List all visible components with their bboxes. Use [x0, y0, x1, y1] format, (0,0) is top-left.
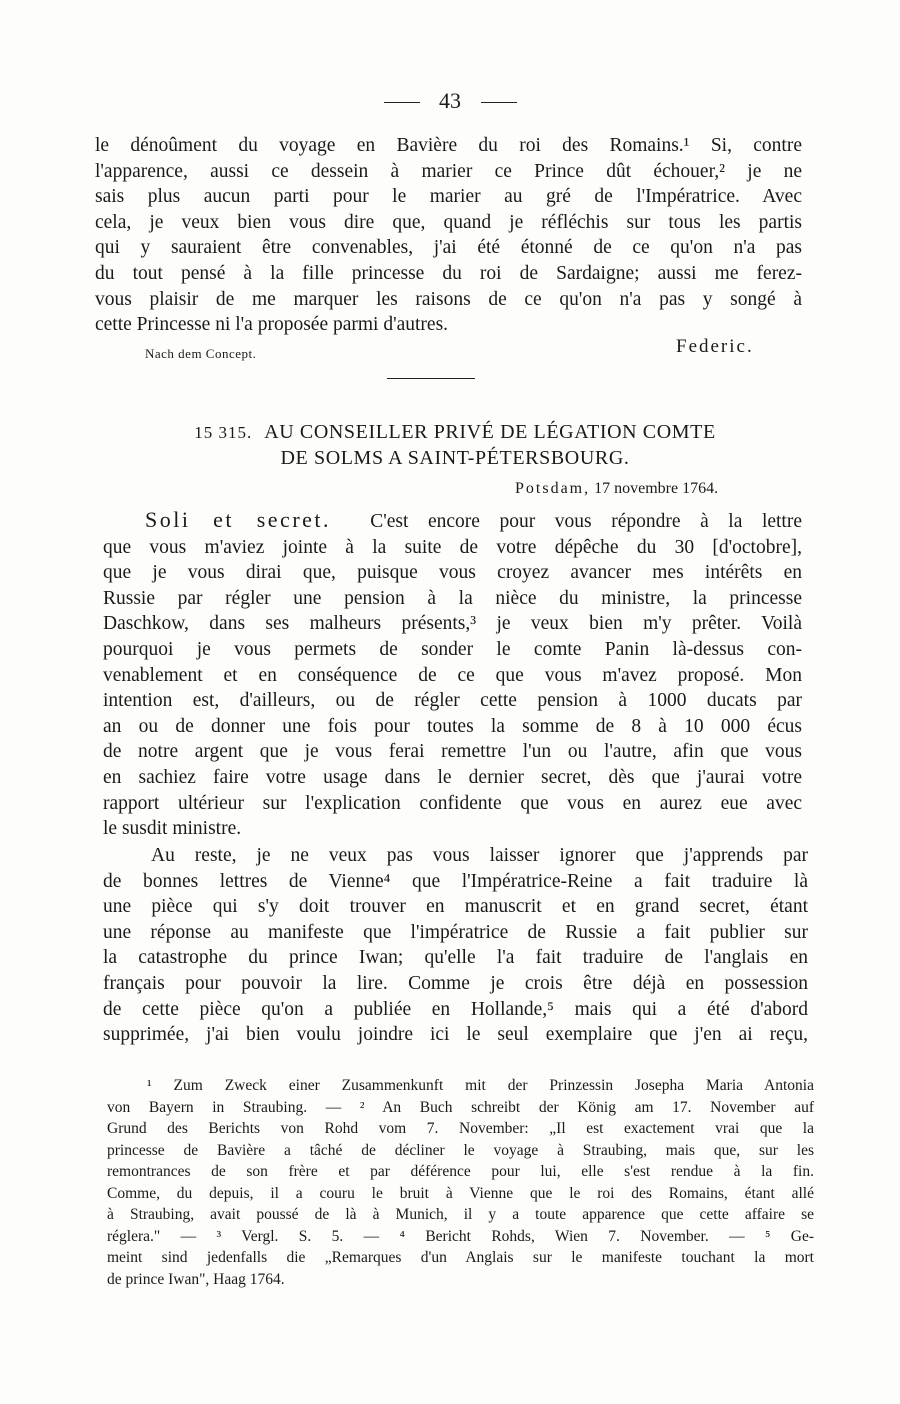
- letter2-para1: [103, 507, 802, 842]
- text-line: de cette pièce qu'on a publiée en Hollande,⁵ mais qui a été d'abord: [103, 998, 808, 1020]
- footnote-line: réglera." — ³ Vergl. S. 5. — ⁴ Bericht Rohds, Wien 7. November. — ⁵ Ge-: [107, 1227, 814, 1245]
- page-header: [0, 88, 900, 114]
- text-line: sais plus aucun parti pour le marier au gré de l'Impératrice. Avec: [95, 186, 802, 208]
- text-line: supprimée, j'ai bien voulu joindre ici le seul exemplaire que j'en ai reçu,: [103, 1024, 808, 1046]
- footnote-line: Comme, du depuis, il a couru le bruit à Vienne que le roi des Romains, étant allé: [107, 1184, 814, 1202]
- text-line: rapport ultérieur sur l'explication confidente que vous en aurez eue avec: [103, 792, 802, 814]
- page-number: 43: [439, 88, 461, 113]
- text-line: cette Princesse ni l'a proposée parmi d'autres.: [95, 314, 449, 336]
- text-line: une pièce qui s'y doit trouver en manuscrit et en grand secret, étant: [103, 896, 808, 918]
- text-line: de bonnes lettres de Vienne⁴ que l'Impératrice-Reine a fait traduire là: [103, 870, 808, 892]
- dateline: [515, 480, 718, 498]
- text-line: le susdit ministre.: [103, 818, 242, 840]
- header-dash-left: [384, 102, 420, 103]
- footnote-line: princesse de Bavière a tâché de décliner le voyage à Straubing, mais que, sur les: [107, 1141, 814, 1159]
- text-line: que vous m'aviez jointe à la suite de votre dépêche du 30 [d'octobre],: [103, 536, 802, 558]
- text-line: de notre argent que je vous ferai remettre l'un ou l'autre, afin que vous: [103, 741, 802, 763]
- text-line: an ou de donner une fois pour toutes la somme de 8 à 10 000 écus: [103, 715, 802, 737]
- text-line-rest: C'est encore pour vous répondre à la lettre: [370, 511, 802, 532]
- source-note: Nach dem Concept.: [145, 346, 257, 361]
- header-dash-right: [481, 102, 517, 103]
- text-line: une réponse au manifeste que l'impératrice de Russie a fait publier sur: [103, 921, 808, 943]
- letter2-para2: [103, 843, 808, 1048]
- footnote-line: de prince Iwan", Haag 1764.: [107, 1270, 285, 1288]
- footnote-line: von Bayern in Straubing. — ² An Buch schreibt der König am 17. November auf: [107, 1098, 814, 1116]
- text-line: qui y sauraient être convenables, j'ai été étonné de ce qu'on n'a pas: [95, 237, 802, 259]
- footnote-line: remontrances de son frère et par déférence pour lui, elle s'est rendue à la fin.: [107, 1163, 814, 1180]
- text-line: Daschkow, dans ses malheurs présents,³ je veux bien m'y prêter. Voilà: [103, 613, 802, 635]
- footnotes: [107, 1075, 814, 1290]
- text-line: cela, je veux bien vous dire que, quand je réfléchis sur tous les partis: [95, 211, 802, 233]
- heading-line-1: AU CONSEILLER PRIVÉ DE LÉGATION COMTE: [264, 421, 716, 443]
- text-line: vous plaisir de me marquer les raisons de ce qu'on n'a pas y songé à: [95, 288, 802, 310]
- text-line: intention est, d'ailleurs, ou de régler cette pension à 1000 ducats par: [103, 690, 802, 712]
- footnote-line: meint sind jedenfalls die „Remarques d'un Anglais sur le manifeste touchant la mort: [107, 1249, 814, 1266]
- footnote-line: ¹ Zum Zweck einer Zusammenkunft mit der Prinzessin Josepha Maria Antonia: [147, 1077, 814, 1094]
- text-line: [103, 507, 802, 535]
- letter-heading-cont: [130, 447, 780, 470]
- letter1-body: [95, 133, 802, 338]
- text-line: que je vous dirai que, puisque vous croyez avancer mes intérêts en: [103, 562, 802, 584]
- signature: Federic.: [676, 336, 754, 357]
- text-line: en sachiez faire votre usage dans le dernier secret, dès que j'aurai votre: [103, 766, 802, 788]
- text-line: la catastrophe du prince Iwan; qu'elle l'a fait traduire de l'anglais en: [103, 947, 808, 969]
- letter-heading: [130, 421, 780, 444]
- text-line: venablement et en conséquence de ce que vous m'avez proposé. Mon: [103, 664, 802, 686]
- text-line: Au reste, je ne veux pas vous laisser ignorer que j'apprends par: [151, 845, 808, 866]
- dateline-place: Potsdam,: [515, 480, 591, 497]
- letter-number: 15 315.: [194, 423, 253, 442]
- dateline-date: 17 novembre 1764.: [594, 480, 719, 497]
- opening-formula: Soli et secret.: [145, 507, 332, 532]
- text-line: français pour pouvoir la lire. Comme je crois être déjà en possession: [103, 972, 808, 994]
- text-line: l'apparence, aussi ce dessein à marier ce Prince dût échouer,² je ne: [95, 160, 802, 182]
- text-line: pourquoi je vous permets de sonder le comte Panin là-dessus con-: [103, 638, 802, 660]
- text-line: Russie par régler une pension à la nièce du ministre, la princesse: [103, 587, 802, 609]
- heading-line-2: DE SOLMS A SAINT-PÉTERSBOURG.: [280, 447, 630, 469]
- section-divider: [387, 378, 475, 379]
- footnote-line: Grund des Berichts von Rohd vom 7. November: „Il est exactement vrai que la: [107, 1120, 814, 1137]
- footnote-line: à Straubing, avait poussé de là à Munich, il y a toute apparence que cette affaire se: [107, 1206, 814, 1223]
- text-line: du tout pensé à la fille princesse du roi de Sardaigne; aussi me ferez-: [95, 262, 802, 284]
- text-line: le dénoûment du voyage en Bavière du roi des Romains.¹ Si, contre: [95, 135, 802, 156]
